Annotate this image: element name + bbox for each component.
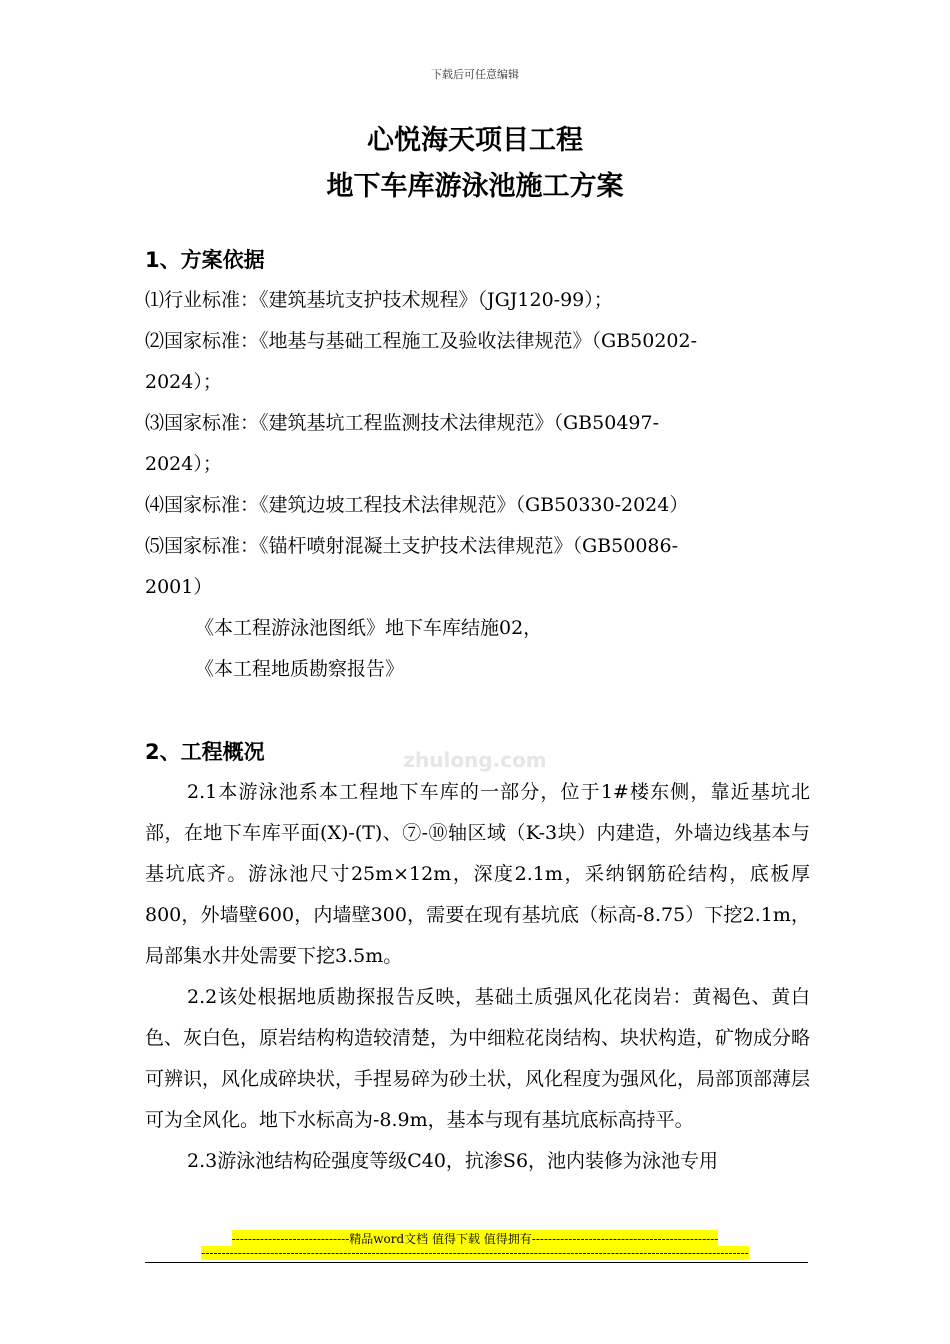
- section-heading-overview: 2、工程概况: [145, 740, 265, 764]
- document-title-line-1: 心悦海天项目工程: [367, 125, 583, 156]
- footer-banner-text: -----------------------------精品word文档 值得下载 值得拥有----------------------------------------------: [231, 1232, 719, 1246]
- basis-line: 2001）: [145, 576, 213, 598]
- overview-paragraph: 2.2该处根据地质勘探报告反映，基础土质强风化花岗岩：黄褐色、黄白色、灰白色，原岩结构构造较清楚，为中细粒花岗结构、块状构造，矿物成分略可辨识，风化成碎块状，手捏易碎为砂土状，风化程度为强风化，局部顶部薄层可为全风化。地下水标高为-8.9m，基本与现有基坑底标高持平。: [145, 986, 811, 1131]
- document-title-line-2: 地下车库游泳池施工方案: [326, 171, 624, 202]
- basis-line: ⑶国家标准：《建筑基坑工程监测技术法律规范》（GB50497-: [145, 412, 660, 434]
- basis-line: ⑵国家标准：《地基与基础工程施工及验收法律规范》（GB50202-: [145, 330, 698, 352]
- section-heading-basis: 1、方案依据: [145, 248, 265, 272]
- basis-line: ⑸国家标准：《锚杆喷射混凝土支护技术法律规范》（GB50086-: [145, 535, 679, 557]
- basis-reference: 《本工程地质勘察报告》: [195, 658, 405, 680]
- overview-paragraph: 2.1本游泳池系本工程地下车库的一部分，位于1#楼东侧，靠近基坑北部，在地下车库平面(X)-(T)、⑦-⑩轴区域（K-3块）内建造，外墙边线基本与基坑底齐。游泳池尺寸25m×12m，深度2.1m，采纳钢筋砼结构，底板厚800，外墙壁600，内墙壁300，需要在现有基坑底（标高-8.75）下挖2.1m，局部集水井处需要下挖3.5m。: [145, 781, 810, 967]
- document-body: [145, 240, 810, 1182]
- header-note: 下载后可任意编辑: [431, 68, 519, 81]
- basis-line: 2024）；: [145, 453, 222, 475]
- footer-banner: [0, 1230, 950, 1247]
- footer-banner-rule: [0, 1246, 950, 1260]
- section-spacer: [145, 690, 810, 732]
- basis-line: ⑷国家标准：《建筑边坡工程技术法律规范》（GB50330-2024）: [145, 494, 689, 516]
- watermark: zhulong.com: [403, 748, 547, 772]
- basis-line: ⑴行业标准：《建筑基坑支护技术规程》（JGJ120-99）；: [145, 289, 613, 311]
- basis-reference: 《本工程游泳池图纸》地下车库结施02，: [195, 617, 543, 639]
- footer-divider: [145, 1262, 808, 1263]
- overview-paragraph: 2.3游泳池结构砼强度等级C40，抗渗S6，池内装修为泳池专用: [187, 1150, 719, 1172]
- basis-line: 2024）；: [145, 371, 222, 393]
- footer-banner-dashes: ---------------------------------------------------------------------------------------------------------------------------------------: [201, 1246, 749, 1260]
